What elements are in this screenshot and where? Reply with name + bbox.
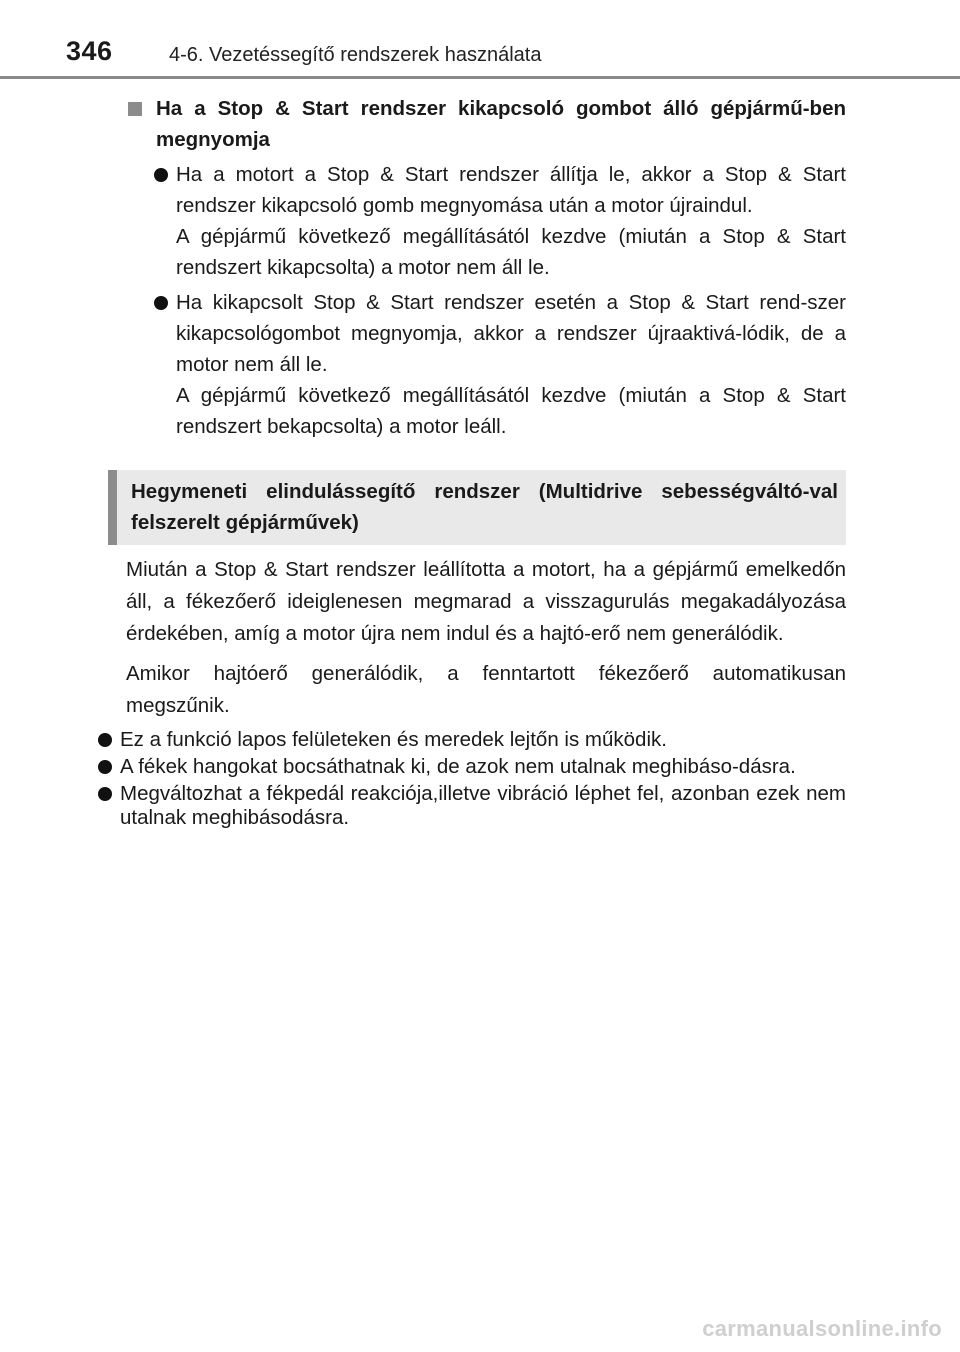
page-header — [0, 0, 960, 80]
bullet-dot-icon — [98, 733, 112, 747]
note-text: A fékek hangokat bocsáthatnak ki, de azok nem utalnak meghibáso-dásra. — [120, 755, 796, 778]
bullet-dot-icon — [98, 760, 112, 774]
section-title: 4-6. Vezetéssegítő rendszerek használata — [169, 44, 542, 66]
notes-list — [98, 728, 846, 830]
section-heading-text: Hegymeneti elindulássegítő rendszer (Multidrive sebességváltó-val felszerelt gépjárművek) — [131, 480, 838, 534]
note-item — [98, 728, 846, 752]
note-text: Megváltozhat a fékpedál reakciója,illetve vibráció léphet fel, azonban ezek nem utalnak meghibásodásra. — [120, 782, 846, 829]
bullet-dot-icon — [98, 787, 112, 801]
header-divider — [0, 76, 960, 79]
square-bullet-icon — [128, 102, 142, 116]
watermark: carmanualsonline.info — [702, 1316, 942, 1341]
section-heading-box — [108, 470, 846, 545]
body-paragraph: Amikor hajtóerő generálódik, a fenntartott fékezőerő automatikusan megszűnik. — [126, 662, 846, 717]
page-number: 346 — [66, 36, 113, 66]
bullet-dot-icon — [154, 168, 168, 182]
bullet-paragraph: A gépjármű következő megállításától kezdve (miután a Stop & Start rendszert kikapcsolta) a motor nem áll le. — [176, 225, 846, 279]
bullet-paragraph: Ha kikapcsolt Stop & Start rendszer esetén a Stop & Start rend-szer kikapcsológombot megnyomja, akkor a rendszer újraaktivá-lódik, de a motor nem áll le. — [176, 291, 846, 376]
bullet-paragraph: Ha a motort a Stop & Start rendszer állítja le, akkor a Stop & Start rendszer kikapcsoló gomb megnyomása után a motor újraindul. — [176, 163, 846, 217]
subsection-heading-text: Ha a Stop & Start rendszer kikapcsoló gombot álló gépjármű-ben megnyomja — [156, 97, 846, 151]
page-content — [120, 93, 846, 830]
bullet-paragraph: A gépjármű következő megállításától kezdve (miután a Stop & Start rendszert bekapcsolta) a motor leáll. — [176, 384, 846, 438]
list-item — [126, 287, 846, 442]
note-item — [98, 782, 846, 830]
note-text: Ez a funkció lapos felületeken és meredek lejtőn is működik. — [120, 728, 667, 751]
note-item — [98, 755, 846, 779]
list-item — [126, 159, 846, 283]
subsection-heading — [126, 93, 846, 155]
body-paragraph: Miután a Stop & Start rendszer leállította a motort, ha a gépjármű emelkedőn áll, a fékezőerő ideiglenesen megmarad a visszagurulás megakadályozása érdekében, amíg a motor újra nem indul és a hajtó-erő nem generálódik. — [126, 558, 846, 645]
bullet-dot-icon — [154, 296, 168, 310]
